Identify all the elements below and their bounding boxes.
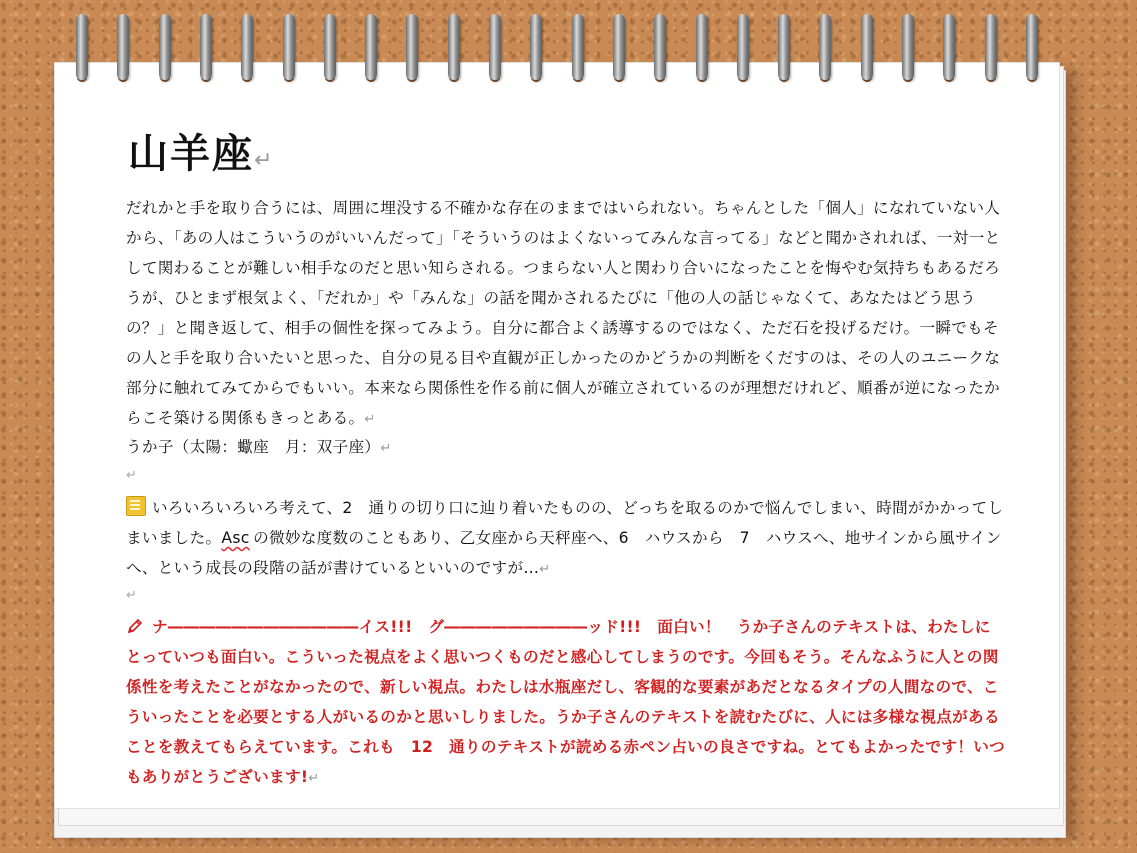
spiral-ring — [200, 14, 212, 80]
page-title-text: 山羊座 — [128, 131, 254, 177]
writer-comment-text-2: の微妙な度数のこともあり、乙女座から天秤座へ、6 ハウスから 7 ハウスへ、地サインから風サインへ、という成長の段階の話が書けているといいのですが… — [126, 529, 1002, 577]
empty-paragraph-mark-2: ↵ — [126, 588, 137, 603]
paragraph-mark: ↵ — [308, 771, 320, 786]
horoscope-text: だれかと手を取り合うには、周囲に埋没する不確かな存在のままではいられない。ちゃんとした「個人」になれていない人から、「あの人はこういうのがいいんだって」「そういうのはよくないってみんな言ってる」などと聞かされれば、一対一として関わることが難しい相手なのだと思い知らされる。つまらない人と関わり合いになったことを悔やむ気持ちもあるだろうが、ひとまず根気よく、「だれか」や「みんな」の話を聞かされるたびに「他の人の話じゃなくて、あなたはどう思うの？」と聞き返して、相手の個性を探ってみよう。自分に都合よく誘導するのではなく、ただ石を投げるだけ。一瞬でもその人と手を取り合いたいと思った、自分の見る目や直観が正しかったのかどうかの判断をくだすのは、その人のユニークな部分に触れてみてからでもいい。本来なら関係性を作る前に個人が確立されているのが理想だけれど、順番が逆になったからこそ築ける関係もきっとある。 — [126, 199, 1001, 427]
writer-comment — [126, 493, 1006, 585]
spiral-ring — [572, 14, 584, 80]
horoscope-paragraph — [126, 193, 1006, 435]
spiral-ring — [778, 14, 790, 80]
spiral-ring — [1026, 14, 1038, 80]
spiral-ring — [902, 14, 914, 80]
spiral-ring — [406, 14, 418, 80]
empty-paragraph-mark: ↵ — [126, 468, 137, 483]
writer-comment-text-1: いろいろいろいろ考えて、2 通りの切り口に辿り着いたものの、どっちを取るのかで悩んでしまい、時間がかかってしまいました。 — [126, 499, 1004, 547]
spiral-ring — [241, 14, 253, 80]
author-text: うか子（太陽：蠍座 月：双子座） — [126, 438, 381, 456]
spiral-ring — [324, 14, 336, 80]
pencil-icon — [126, 617, 144, 635]
asc-word: Asc — [221, 529, 250, 547]
paragraph-mark: ↵ — [254, 148, 275, 173]
spiral-ring — [654, 14, 666, 80]
editor-comment-text: ナ――――――――――――イス!!! グ―――――――――ッド!!! 面白い！ うか子さんのテキストは、わたしにとっていつも面白い。こういった視点をよく思いつくものだと感心してしまうのです。今回もそう。そんなふうに人との関係性を考えたことがなかったので、新しい視点。わたしは水瓶座だし、客観的な要素があだとなるタイプの人間なので、こういったことを必要とする人がいるのかと思いしりました。うか子さんのテキストを読むたびに、人には多様な視点があることを教えてもらえています。これも 12 通りのテキストが読める赤ペン占いの良さですね。とてもよかったです！いつもありがとうございます! — [126, 618, 1006, 786]
memo-icon — [126, 496, 146, 516]
spiral-ring — [985, 14, 997, 80]
spiral-ring — [530, 14, 542, 80]
spiral-ring — [283, 14, 295, 80]
paragraph-mark: ↵ — [364, 412, 376, 427]
paragraph-mark: ↵ — [539, 562, 551, 577]
paragraph-mark: ↵ — [380, 441, 392, 456]
spiral-ring — [448, 14, 460, 80]
spiral-binding — [62, 14, 1052, 94]
spiral-ring — [76, 14, 88, 80]
spiral-ring — [696, 14, 708, 80]
spiral-ring — [943, 14, 955, 80]
spiral-ring — [365, 14, 377, 80]
spiral-ring — [737, 14, 749, 80]
page-title — [128, 122, 274, 179]
spiral-ring — [613, 14, 625, 80]
spiral-ring — [159, 14, 171, 80]
spiral-ring — [861, 14, 873, 80]
editor-red-comment — [126, 612, 1006, 794]
spiral-ring — [819, 14, 831, 80]
spiral-ring — [489, 14, 501, 80]
author-line — [126, 432, 1006, 464]
spiral-ring — [117, 14, 129, 80]
